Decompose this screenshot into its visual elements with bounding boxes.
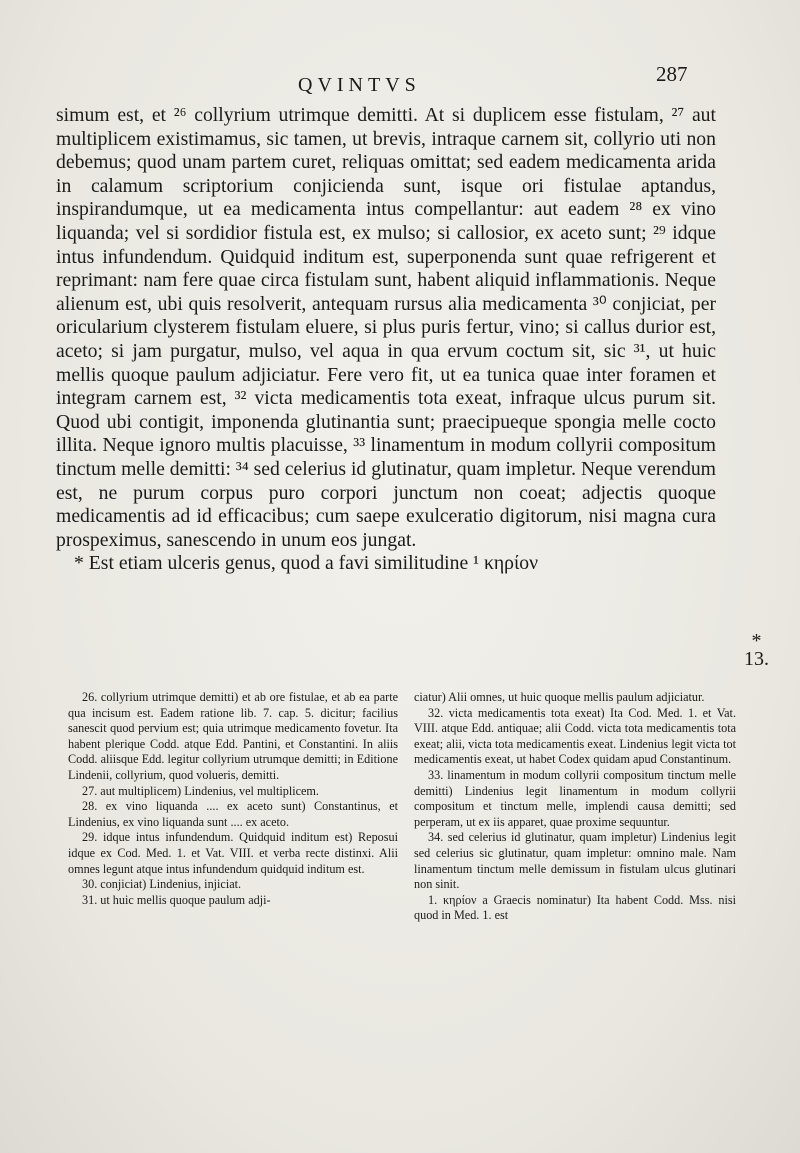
footnote: 29. idque intus infundendum. Quidquid inditum est) Reposui idque ex Cod. Med. 1. et Vat. VIII. et verba recte distinxi. Alii omnes legunt atque intus infundendum quidquid inditum est. — [68, 830, 398, 876]
footnote: 27. aut multiplicem) Lindenius, vel multiplicem. — [82, 783, 319, 798]
footnote-continuation: ciatur) Alii omnes, ut huic quoque mellis paulum adjiciatur. — [414, 690, 705, 704]
footnote: 33. linamentum in modum collyrii compositum tinctum melle demitti) Lindenius legit linamentum in modum collyrii compositum et tinctum melle, implendi causa demitti; sed perperam, ut ex iis apparet, quae proxime sequuntur. — [414, 767, 736, 829]
footnote: 1. κηρίον a Graecis nominatur) Ita habent Codd. Mss. nisi quod in Med. 1. est — [414, 892, 736, 923]
footnote: 32. victa medicamentis tota exeat) Ita Cod. Med. 1. et Vat. VIII. atque Edd. antiquae; alii Codd. victa tota medicamentis tota exeat; alii, victa tota medicamentis exeat. Lindenius legit victa tot medicamentis exeat, ut habet Codex quidam apud Constantinum. — [414, 705, 736, 767]
footnotes-left-column — [68, 690, 398, 908]
main-paragraph: simum est, et ²⁶ collyrium utrimque demitti. At si duplicem esse fistulam, ²⁷ aut multiplicem existimamus, sic tamen, ut brevis, intraque carnem sit, collyrio uti non debemus; quod unam partem curet, reliquas omittat; sed eadem medicamenta arida in calamum scriptorium conjicienda sunt, isque ori fistulae aptandus, inspirandumque, ut ea medicamenta intus compellantur: aut eadem ²⁸ ex vino liquanda; vel si sordidior fistula est, ex mulso; si callosior, ex aceto sunt; ²⁹ idque intus infundendum. Quidquid inditum est, superponenda sunt quae refrigerent et reprimant: nam fere quae circa fistulam sunt, habent aliquid inflammationis. Neque alienum est, ubi quis resolverit, antequam rursus alia medicamenta ³⁰ conjiciat, per oricularium clysterem fistulam eluere, si plus puris fertur, vino; si callus durior est, aceto; si jam purgatur, mulso, vel aqua in qua ervum coctum sit, sic ³¹, ut huic mellis quoque paulum adjiciatur. Fere vero fit, ut ea tunica quae inter foramen et integram carnem est, ³² victa medicamentis tota exeat, infraque ulcus purum sit. Quod ubi contigit, imponenda glutinantia sunt; praecipueque spongia melle cocto illita. Neque ignoro multis placuisse, ³³ linamentum in modum collyrii compositum tinctum melle demitti: ³⁴ sed celerius id glutinatur, quam impletur. Neque verendum est, ne purum corpus puro corpori junctum non coeat; adjectis quoque medicamentis ad id efficacibus; cum saepe exulceratio digitorum, nisi magna cura prospeximus, sanescendo in unum eos jungat. — [56, 104, 716, 551]
margin-star: * — [751, 630, 762, 652]
margin-section-number — [744, 630, 769, 671]
footnote: 30. conjiciat) Lindenius, injiciat. — [82, 877, 242, 892]
footnote: 26. collyrium utrimque demitti) et ab ore fistulae, et ab ea parte qua incisum est. Eadem ratione lib. 7. cap. 5. dicitur; facilius sanescit quod pervium est; quia utrimque medicamento fovetur. Ita habent plerique Codd. atque Edd. Pantini, et Constantini. In aliis Codd. aliisque Edd. legitur collyrium utrumque demitti; in Editione Lindenii, collyrium, quod volueris, demitti. — [68, 690, 398, 782]
footnote: 31. ut huic mellis quoque paulum adji- — [82, 892, 271, 907]
running-head: QVINTVS — [298, 74, 421, 96]
main-text — [56, 104, 716, 576]
page-header — [0, 62, 800, 96]
margin-number: 13. — [744, 648, 769, 670]
page-number: 287 — [656, 62, 688, 86]
footnotes-right-column — [414, 690, 736, 924]
footnote: 34. sed celerius id glutinatur, quam impletur) Lindenius legit sed celerius sic glutinatur, quam impletur: omnino male. Nam linamentum tinctum melle demissum in fistulam ulcus glutinari non sinit. — [414, 830, 736, 892]
footnote: 28. ex vino liquanda .... ex aceto sunt) Constantinus, et Lindenius, ex vino liquanda sunt .... ex aceto. — [68, 799, 398, 829]
main-paragraph-new-section: * Est etiam ulceris genus, quod a favi similitudine ¹ κηρίον — [74, 552, 539, 575]
